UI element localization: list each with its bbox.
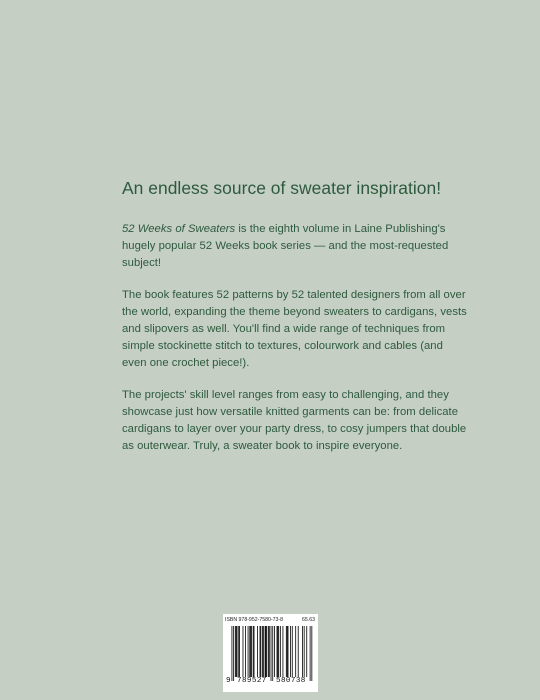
barcode-bar	[232, 626, 233, 681]
barcode-bar	[311, 626, 312, 681]
barcode-bar	[265, 626, 266, 677]
barcode-bar	[286, 626, 287, 677]
barcode-bar	[260, 626, 261, 677]
intro-paragraph	[122, 221, 468, 272]
barcode-bar	[239, 626, 240, 677]
barcode-bar	[304, 626, 305, 677]
isbn-barcode	[223, 614, 318, 692]
book-title: 52 Weeks of Sweaters	[122, 223, 236, 235]
barcode-bar	[237, 626, 238, 677]
barcode-bar	[248, 626, 249, 677]
barcode-lead-digit: 9	[226, 677, 231, 685]
skill-level-paragraph: The projects' skill level ranges from easy to challenging, and they showcase just how versatile knitted garments can be: from delicate cardigans to layer over your party dress, to cosy jumpers that double as outerwear. Truly, a sweater book to inspire everyone.	[122, 389, 467, 452]
barcode-bar	[233, 626, 234, 681]
barcode-bar	[298, 626, 299, 677]
barcode-bar	[277, 626, 278, 677]
barcode-bar	[277, 626, 278, 677]
barcode-bar	[266, 626, 267, 677]
features-paragraph: The book features 52 patterns by 52 talented designers from all over the world, expanding the theme beyond sweaters to cardigans, vests and slipovers as well. You'll find a wide range of techniques from simple stockinette stitch to textures, colourwork and cables (and even one crochet piece!).	[122, 289, 467, 369]
barcode-bar	[268, 626, 269, 677]
barcode-bar	[280, 626, 281, 677]
barcode-bar	[292, 626, 293, 677]
barcode-bar	[269, 626, 270, 677]
barcode-bar	[251, 626, 252, 677]
barcode-bar	[236, 626, 237, 677]
price-code: 65.63	[302, 617, 315, 623]
barcode-bar	[278, 626, 279, 677]
barcode-bar	[295, 626, 296, 677]
barcode-bar	[272, 626, 273, 681]
barcode-bar	[306, 626, 307, 677]
barcode-bar	[238, 626, 239, 677]
barcode-bar	[290, 626, 291, 677]
barcode-bar	[263, 626, 264, 677]
barcode-bar	[266, 626, 267, 677]
barcode-bar	[283, 626, 284, 677]
barcode-bar	[254, 626, 255, 677]
barcode-bar	[235, 626, 236, 677]
barcode-bar	[288, 626, 289, 677]
cover-copy	[122, 177, 468, 470]
barcode-bar	[260, 626, 261, 677]
barcode-bar	[287, 626, 288, 677]
barcode-bar	[257, 626, 258, 677]
barcode-bar	[302, 626, 303, 677]
barcode-bar	[250, 626, 251, 677]
barcode-bar	[310, 626, 311, 681]
barcode-bar	[243, 626, 244, 677]
barcode-bar	[274, 626, 275, 677]
barcode-bar	[262, 626, 263, 677]
isbn-text: ISBN 978-952-7580-73-8	[225, 617, 283, 623]
barcode-left-digits: 789527	[237, 677, 267, 685]
headline: An endless source of sweater inspiration!	[122, 178, 442, 198]
barcode-bar	[253, 626, 254, 677]
barcode-bar	[245, 626, 246, 677]
intro-text: is the eighth volume in Laine Publishing's hugely popular 52 Weeks book series — and the most-requested subject!	[122, 223, 449, 269]
barcode-bar	[249, 626, 250, 677]
barcode-right-digits: 580738	[276, 677, 306, 685]
barcode-bar	[271, 626, 272, 681]
